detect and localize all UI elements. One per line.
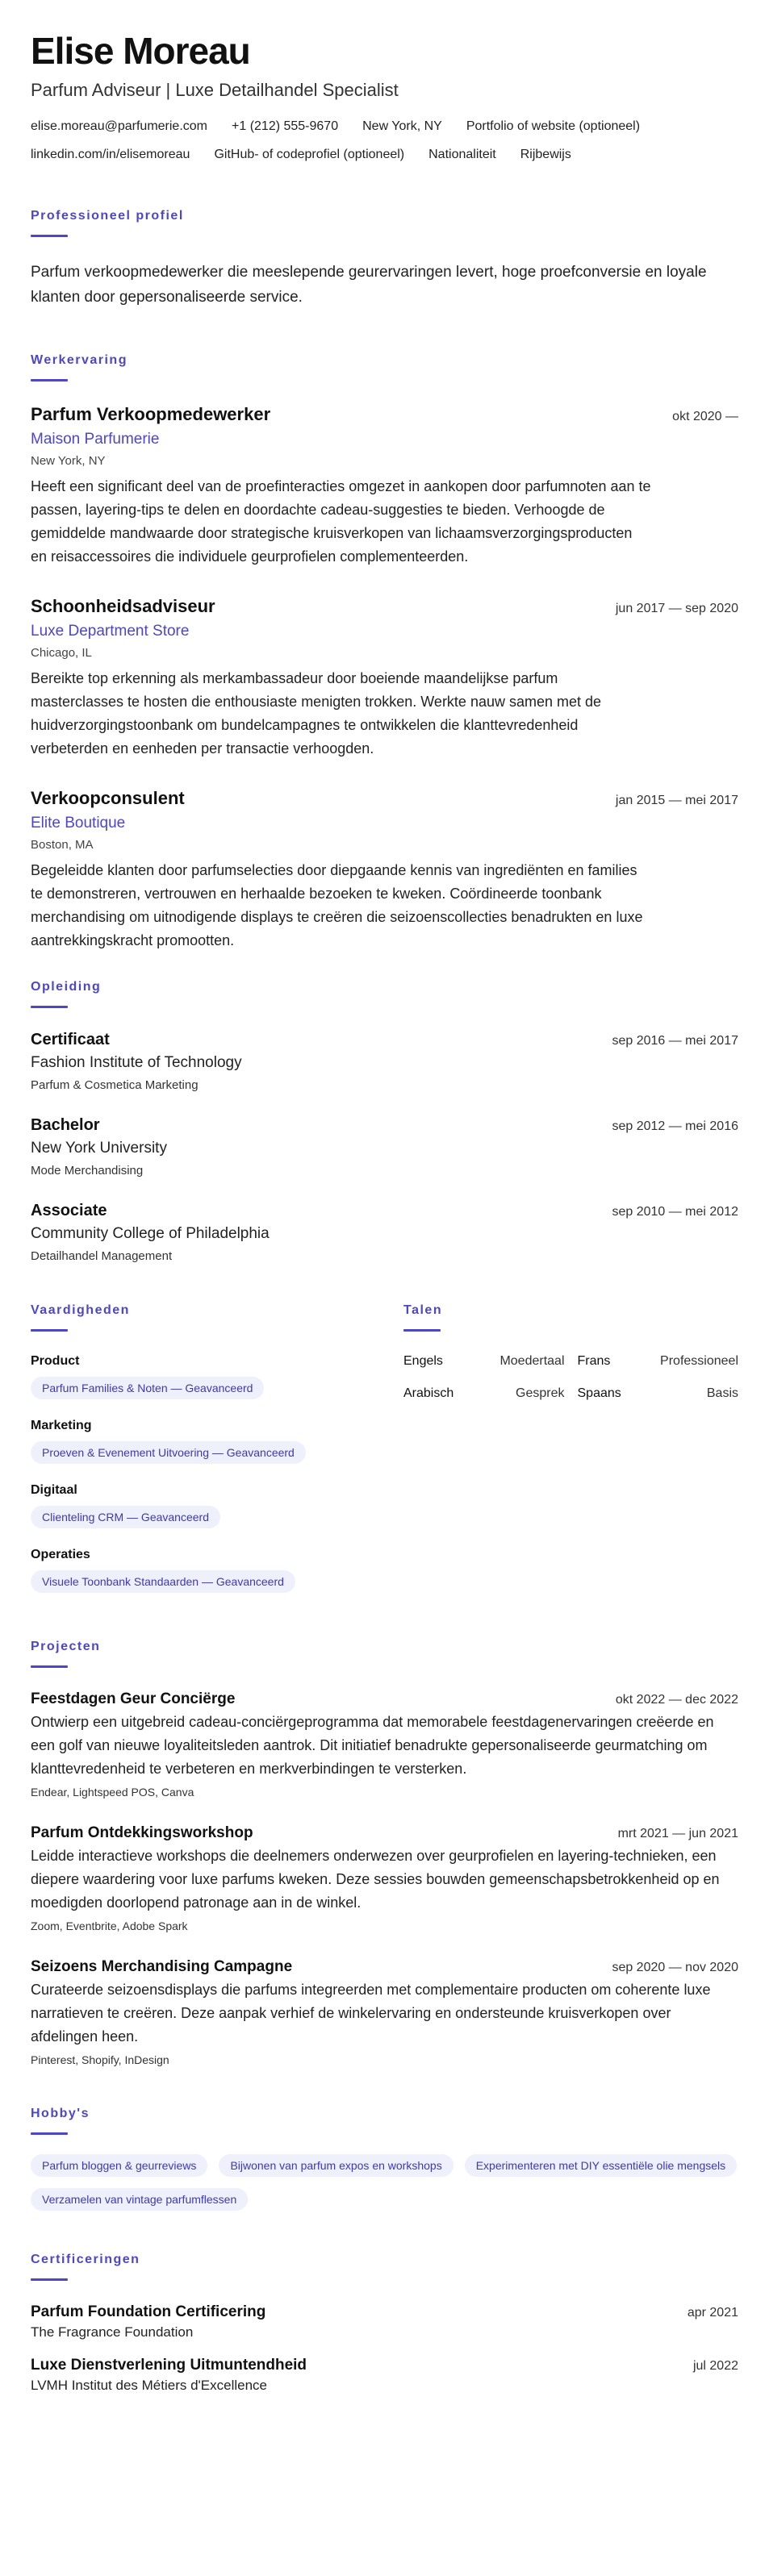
education-date: sep 2010 — mei 2012 <box>612 1204 738 1219</box>
job-title: Verkoopconsulent <box>31 787 185 808</box>
project-title: Feestdagen Geur Conciërge <box>31 1690 236 1707</box>
contact-github[interactable]: GitHub- of codeprofiel (optioneel) <box>214 147 405 161</box>
project-description: Ontwierp een uitgebreid cadeau-conciërgeprogramma dat memorabele feestdagenervaringen creëerde en een golf van nieuwe loyaliteitsleden aantrok. Dit initiatief benadrukte gepersonaliseerde geurmatching om klanttevredenheid te verbeteren en merkverbindingen te versterken. <box>31 1713 714 1777</box>
skill-category: Operaties <box>31 1547 90 1561</box>
candidate-subtitle: Parfum Adviseur | Luxe Detailhandel Specialist <box>31 79 399 100</box>
education-degree: Associate <box>31 1201 107 1219</box>
project-entry <box>31 1958 738 2066</box>
project-description: Curateerde seizoensdisplays die parfums integreerden met complementaire producten om coherente luxe narratieven te creëren. Deze aanpak verhief de winkelervaring en ondersteunde kruisverkopen over afdelingen heen. <box>31 1981 711 2045</box>
language-level: Professioneel <box>660 1353 738 1368</box>
project-date: okt 2022 — dec 2022 <box>615 1692 738 1707</box>
skill-group <box>31 1483 394 1528</box>
project-description: Leidde interactieve workshops die deelnemers onderwezen over geurprofielen en layering-technieken, een diepere waardering voor luxe parfums kweken. Deze sessies bouwden gemeenschapsbetrokkenheid op en moedigden doorlopend patronage aan in de winkel. <box>31 1847 720 1911</box>
certifications-section <box>31 2253 738 2394</box>
projects-section <box>31 1640 738 2066</box>
job-title: Parfum Verkoopmedewerker <box>31 403 271 424</box>
section-title: Opleiding <box>31 979 102 994</box>
project-tools: Endear, Lightspeed POS, Canva <box>31 1785 194 1799</box>
language-item <box>403 1354 565 1369</box>
skill-group <box>31 1354 394 1399</box>
experience-section <box>31 353 738 952</box>
contact-linkedin[interactable]: linkedin.com/in/elisemoreau <box>31 147 190 161</box>
section-title: Talen <box>403 1303 443 1317</box>
section-divider <box>31 2278 68 2281</box>
language-name: Spaans <box>577 1386 621 1400</box>
job-company[interactable]: Maison Parfumerie <box>31 430 160 448</box>
project-tools: Pinterest, Shopify, InDesign <box>31 2053 169 2066</box>
education-field: Detailhandel Management <box>31 1248 173 1263</box>
languages-section <box>403 1303 738 1593</box>
project-tools: Zoom, Eventbrite, Adobe Spark <box>31 1919 188 1932</box>
profile-section <box>31 209 738 310</box>
section-title: Vaardigheden <box>31 1303 130 1317</box>
project-title: Seizoens Merchandising Campagne <box>31 1957 293 1975</box>
hobby-tag: Parfum bloggen & geurreviews <box>31 2154 207 2177</box>
education-field: Parfum & Cosmetica Marketing <box>31 1078 199 1092</box>
language-name: Engels <box>403 1353 443 1368</box>
candidate-name: Elise Moreau <box>31 30 250 72</box>
contact-phone[interactable]: +1 (212) 555-9670 <box>232 119 339 133</box>
section-title: Hobby's <box>31 2106 90 2120</box>
profile-text: Parfum verkoopmedewerker die meeslepende geurervaringen levert, hoge proefconversie en loyale klanten door gepersonaliseerde service. <box>31 263 707 306</box>
education-degree: Bachelor <box>31 1115 100 1134</box>
section-divider <box>31 235 68 237</box>
education-entry <box>31 1116 738 1178</box>
skill-tag: Clienteling CRM — Geavanceerd <box>31 1506 220 1528</box>
contact-list <box>31 119 738 162</box>
language-level: Gesprek <box>516 1386 565 1400</box>
education-institution: Fashion Institute of Technology <box>31 1053 242 1071</box>
skill-tag: Proeven & Evenement Uitvoering — Geavanceerd <box>31 1441 306 1464</box>
contact-nationality: Nationaliteit <box>428 147 496 161</box>
job-location: Boston, MA <box>31 837 94 852</box>
section-divider <box>31 1665 68 1668</box>
section-divider <box>31 1006 68 1008</box>
education-date: sep 2016 — mei 2017 <box>612 1033 738 1048</box>
certification-date: jul 2022 <box>692 2358 738 2373</box>
certification-date: apr 2021 <box>687 2305 738 2320</box>
job-date: okt 2020 — <box>672 409 738 423</box>
skill-group <box>31 1419 394 1464</box>
education-field: Mode Merchandising <box>31 1163 144 1178</box>
skill-tag: Visuele Toonbank Standaarden — Geavanceerd <box>31 1570 295 1593</box>
job-entry <box>31 404 738 569</box>
job-date: jun 2017 — sep 2020 <box>615 601 738 615</box>
hobby-list <box>31 2154 738 2211</box>
education-section <box>31 980 738 1263</box>
section-title: Werkervaring <box>31 352 127 367</box>
section-divider <box>31 1329 68 1332</box>
hobbies-section <box>31 2107 738 2211</box>
certification-entry <box>31 2303 738 2340</box>
contact-drivers-license: Rijbewijs <box>520 147 571 161</box>
certification-title: Parfum Foundation Certificering <box>31 2303 266 2320</box>
language-name: Arabisch <box>403 1386 454 1400</box>
job-description: Heeft een significant deel van de proefinteracties omgezet in aankopen door parfumnoten aan te passen, layering-tips te delen en doordachte cadeau-suggesties te bieden. Verhoogde de gemiddelde mandwaarde door strategische kruisverkopen van lichaamsverzorgingsproducten en reisaccessoires die individuele geurprofielen complementeerden. <box>31 477 651 565</box>
contact-location: New York, NY <box>362 119 442 133</box>
skill-tag: Parfum Families & Noten — Geavanceerd <box>31 1377 264 1399</box>
skills-languages-row <box>31 1303 738 1593</box>
job-entry <box>31 788 738 952</box>
contact-email[interactable]: elise.moreau@parfumerie.com <box>31 119 207 133</box>
certification-entry <box>31 2357 738 2394</box>
job-description: Bereikte top erkenning als merkambassadeur door boeiende maandelijkse parfum masterclasses te hosten die enthousiaste menigten trokken. Werkte nauw samen met de huidverzorgingstoonbank om bundelcampagnes te ontwikkelen die klanttevredenheid verbeterden en eenheden per transactie verhoogden. <box>31 669 602 757</box>
section-divider <box>403 1329 441 1332</box>
language-item <box>403 1386 565 1401</box>
project-date: sep 2020 — nov 2020 <box>612 1960 738 1974</box>
project-title: Parfum Ontdekkingsworkshop <box>31 1824 253 1841</box>
skill-category: Product <box>31 1353 80 1368</box>
education-institution: Community College of Philadelphia <box>31 1224 270 1242</box>
education-date: sep 2012 — mei 2016 <box>612 1119 738 1133</box>
language-item <box>578 1354 739 1369</box>
project-date: mrt 2021 — jun 2021 <box>617 1826 738 1840</box>
hobby-tag: Verzamelen van vintage parfumflessen <box>31 2188 248 2211</box>
job-description: Begeleidde klanten door parfumselecties door diepgaande kennis van ingrediënten en families te demonstreren, vertrouwen en herhaalde bezoeken te kweken. Coördineerde toonbank merchandising om uitnodigende displays te creëren die seizoenscollecties benadrukten en luxe aantrekkingskracht promootten. <box>31 861 643 948</box>
language-name: Frans <box>577 1353 611 1368</box>
section-title: Professioneel profiel <box>31 208 184 223</box>
resume-header <box>31 31 738 162</box>
skill-category: Marketing <box>31 1418 92 1432</box>
project-entry <box>31 1824 738 1932</box>
job-date: jan 2015 — mei 2017 <box>615 793 738 807</box>
skill-category: Digitaal <box>31 1482 77 1497</box>
education-entry <box>31 1202 738 1263</box>
job-location: New York, NY <box>31 453 106 468</box>
certification-title: Luxe Dienstverlening Uitmuntendheid <box>31 2356 307 2374</box>
language-item <box>578 1386 739 1401</box>
section-title: Certificeringen <box>31 2252 140 2266</box>
section-title: Projecten <box>31 1639 101 1653</box>
language-level: Moedertaal <box>499 1353 565 1368</box>
skill-group <box>31 1548 394 1593</box>
job-company[interactable]: Luxe Department Store <box>31 622 190 640</box>
project-entry <box>31 1690 738 1799</box>
certification-issuer: LVMH Institut des Métiers d'Excellence <box>31 2377 267 2393</box>
skills-section <box>31 1303 394 1593</box>
job-entry <box>31 596 738 761</box>
contact-portfolio[interactable]: Portfolio of website (optioneel) <box>466 119 641 133</box>
education-institution: New York University <box>31 1139 167 1157</box>
certification-issuer: The Fragrance Foundation <box>31 2324 194 2340</box>
job-location: Chicago, IL <box>31 645 92 660</box>
section-divider <box>31 2132 68 2135</box>
section-divider <box>31 379 68 381</box>
language-level: Basis <box>706 1386 738 1400</box>
education-entry <box>31 1031 738 1092</box>
job-company[interactable]: Elite Boutique <box>31 814 126 832</box>
job-title: Schoonheidsadviseur <box>31 595 215 616</box>
language-list <box>403 1354 738 1401</box>
hobby-tag: Experimenteren met DIY essentiële olie mengsels <box>465 2154 737 2177</box>
education-degree: Certificaat <box>31 1030 110 1048</box>
hobby-tag: Bijwonen van parfum expos en workshops <box>219 2154 453 2177</box>
